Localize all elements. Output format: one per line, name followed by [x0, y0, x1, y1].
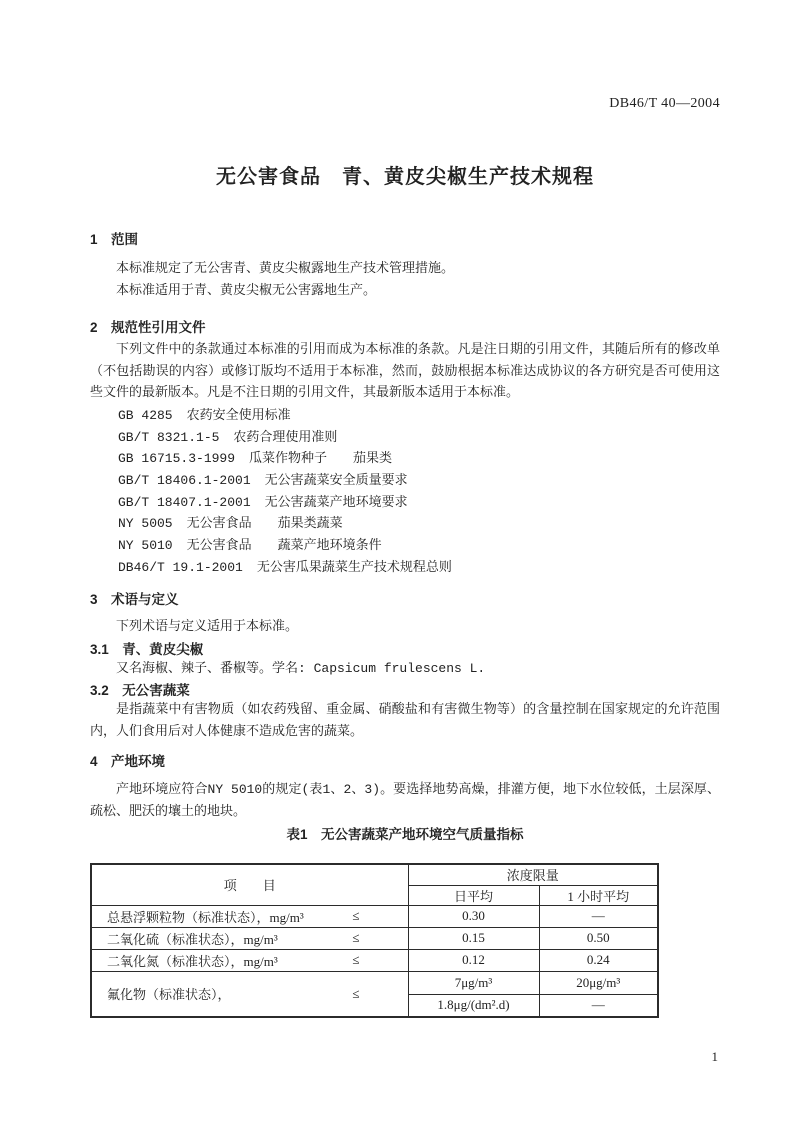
- reference-item: [90, 491, 720, 513]
- reference-title: 无公害食品 茄果类蔬菜: [186, 516, 343, 532]
- reference-code: GB 4285: [118, 408, 173, 423]
- section-1-paragraph-2: 本标准适用于青、黄皮尖椒无公害露地生产。: [116, 283, 377, 298]
- hourly-value: 0.50: [539, 927, 658, 949]
- hourly-value: 20μg/m³: [539, 971, 658, 994]
- reference-code: NY 5005: [118, 516, 173, 532]
- page-number: 1: [711, 1049, 718, 1064]
- daily-value: 0.12: [408, 949, 539, 971]
- standard-code: DB46/T 40—2004: [609, 96, 720, 111]
- daily-value: 0.15: [408, 927, 539, 949]
- column-header-daily: 日平均: [408, 885, 539, 905]
- reference-item: [90, 512, 720, 534]
- normative-references-list: [90, 404, 720, 578]
- table-row: [91, 927, 658, 949]
- daily-value-2: 1.8μg/(dm².d): [408, 994, 539, 1017]
- reference-item: [90, 404, 720, 426]
- item-label: 总悬浮颗粒物（标准状态），mg/m³: [107, 909, 304, 925]
- reference-code: GB/T 8321.1-5: [118, 429, 220, 445]
- less-equal-symbol: ≤: [352, 908, 360, 923]
- reference-code: GB/T 18406.1-2001: [118, 473, 251, 489]
- reference-item: [90, 447, 720, 469]
- section-3-intro: 下列术语与定义适用于本标准。: [116, 619, 299, 634]
- column-header-limit: 浓度限量: [408, 864, 658, 885]
- hourly-value: 0.24: [539, 949, 658, 971]
- reference-title: 无公害蔬菜安全质量要求: [264, 473, 408, 489]
- less-equal-symbol: ≤: [352, 930, 360, 945]
- reference-code: GB/T 18407.1-2001: [118, 494, 251, 510]
- reference-code: GB 16715.3-1999: [118, 451, 236, 467]
- hourly-value: —: [539, 905, 658, 927]
- hourly-value-2: —: [539, 994, 658, 1017]
- less-equal-symbol: ≤: [352, 952, 360, 967]
- air-quality-table: [90, 863, 659, 1018]
- item-cell: [91, 949, 408, 971]
- table-row: [91, 905, 658, 927]
- reference-title: 农药合理使用准则: [233, 429, 338, 445]
- reference-item: [90, 469, 720, 491]
- reference-title: 瓜菜作物种子 茄果类: [249, 451, 393, 467]
- reference-item: [90, 534, 720, 556]
- reference-code: NY 5010: [118, 538, 173, 554]
- section-1-paragraph-1: 本标准规定了无公害青、黄皮尖椒露地生产技术管理措施。: [116, 261, 455, 276]
- table-header-row-1: [91, 864, 658, 885]
- item-label: 二氧化硫（标准状态），mg/m³: [107, 931, 278, 947]
- table-row: [91, 971, 658, 994]
- section-3-2-heading: 3.2 无公害蔬菜: [90, 683, 190, 698]
- section-4-body: 产地环境应符合NY 5010的规定(表1、2、3)。要选择地势高燥，排灌方便，地下水位较低，土层深厚、疏松、肥沃的壤土的地块。: [90, 782, 720, 819]
- item-cell: [91, 971, 408, 1017]
- reference-title: 农药安全使用标准: [186, 408, 291, 423]
- reference-title: 无公害瓜果蔬菜生产技术规程总则: [256, 559, 452, 575]
- reference-title: 无公害蔬菜产地环境要求: [264, 494, 408, 510]
- daily-value: 0.30: [408, 905, 539, 927]
- section-2-intro: 下列文件中的条款通过本标准的引用而成为本标准的条款。凡是注日期的引用文件，其随后所有的修改单（不包括勘误的内容）或修订版均不适用于本标准，然而，鼓励根据本标准达成协议的各方研究是否可使用这些文件的最新版本。凡是不注日期的引用文件，其最新版本适用于本标准。: [90, 342, 720, 401]
- reference-item: [90, 556, 720, 578]
- section-4-heading: 4 产地环境: [90, 754, 166, 769]
- item-cell: [91, 905, 408, 927]
- item-cell: [91, 927, 408, 949]
- item-label: 二氧化氮（标准状态），mg/m³: [107, 953, 278, 969]
- reference-item: [90, 426, 720, 448]
- daily-value: 7μg/m³: [408, 971, 539, 994]
- reference-code: DB46/T 19.1-2001: [118, 559, 243, 575]
- section-2-heading: 2 规范性引用文件: [90, 320, 206, 335]
- table-row: [91, 949, 658, 971]
- less-equal-symbol: ≤: [352, 985, 360, 1001]
- item-label: 氟化物（标准状态），: [107, 987, 231, 1003]
- section-3-2-body: 是指蔬菜中有害物质（如农药残留、重金属、硝酸盐和有害微生物等）的含量控制在国家规定的允许范围内，人们食用后对人体健康不造成危害的蔬菜。: [90, 702, 720, 739]
- column-header-item: 项 目: [91, 864, 408, 905]
- column-header-hourly: 1 小时平均: [539, 885, 658, 905]
- document-title: 无公害食品 青、黄皮尖椒生产技术规程: [216, 166, 594, 188]
- section-3-1-heading: 3.1 青、黄皮尖椒: [90, 642, 204, 657]
- table-1-title: 表1 无公害蔬菜产地环境空气质量指标: [286, 827, 524, 842]
- section-1-heading: 1 范围: [90, 232, 139, 247]
- section-3-1-body: 又名海椒、辣子、番椒等。学名: Capsicum frulescens L.: [116, 661, 486, 676]
- section-3-heading: 3 术语与定义: [90, 592, 179, 607]
- reference-title: 无公害食品 蔬菜产地环境条件: [186, 538, 382, 554]
